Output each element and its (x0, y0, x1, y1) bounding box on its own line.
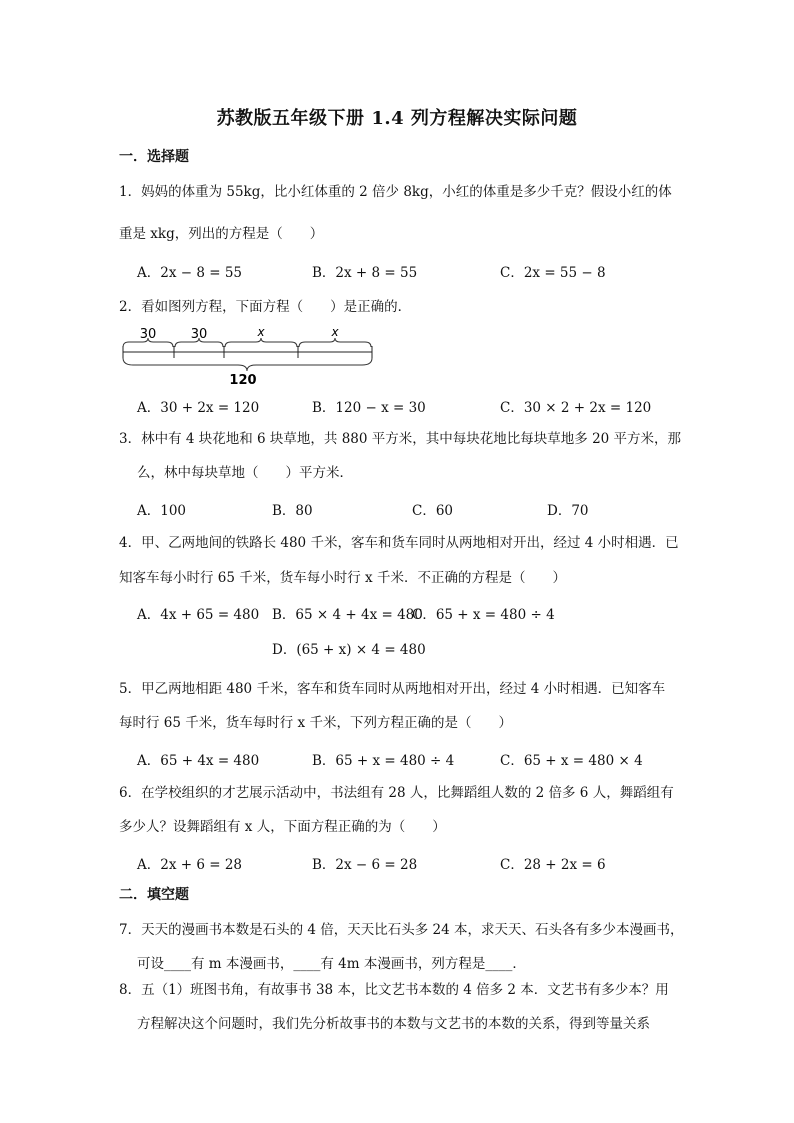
brace-total (123, 358, 372, 371)
question-5-option-c: C．65 + x = 480 × 4 (500, 753, 643, 769)
question-7-text-cont: 可设____有 m 本漫画书，____有 4m 本漫画书，列方程是____． (137, 956, 526, 972)
question-5-option-a: A．65 + 4x = 480 (137, 753, 260, 769)
question-6-text-cont: 多少人？设舞蹈组有 x 人，下面方程正确的为（ ） (119, 819, 446, 835)
question-7-text: 7．天天的漫画书本数是石头的 4 倍，天天比石头多 24 本，求天天、石头各有多少本漫画书， (119, 922, 684, 938)
question-8-text: 8．五（1）班图书角，有故事书 38 本，比文艺书本数的 4 倍多 2 本．文艺书有多少本？用 (119, 982, 669, 998)
question-3-option-a: A．100 (137, 503, 187, 519)
diagram-label-x-first: x (257, 325, 265, 339)
question-2-option-b: B．120 − x = 30 (312, 400, 426, 416)
question-5-option-b: B．65 + x = 480 ÷ 4 (312, 753, 455, 769)
question-4-text: 4．甲、乙两地间的铁路长 480 千米，客车和货车同时从两地相对开出，经过 4 小时相遇．已 (119, 535, 679, 551)
question-3-option-c: C．60 (412, 503, 454, 519)
question-4-option-a: A．4x + 65 = 480 (137, 607, 260, 623)
diagram-label-x-second: x (331, 325, 339, 339)
question-2-option-c: C．30 × 2 + 2x = 120 (500, 400, 652, 416)
question-2-text: 2．看如图列方程，下面方程（ ）是正确的． (119, 299, 412, 315)
question-1-option-c: C．2x = 55 − 8 (500, 265, 606, 281)
question-6-text: 6．在学校组织的才艺展示活动中，书法组有 28 人，比舞蹈组人数的 2 倍多 6 人，舞蹈组有 (119, 785, 674, 801)
diagram-label-total: 120 (229, 373, 257, 388)
question-4-option-c: C．65 + x = 480 ÷ 4 (412, 607, 555, 623)
question-6-option-a: A．2x + 6 = 28 (137, 857, 243, 873)
question-1-option-a: A．2x − 8 = 55 (137, 265, 243, 281)
question-3-option-b: B．80 (272, 503, 313, 519)
question-6-option-b: B．2x − 6 = 28 (312, 857, 418, 873)
question-3-text: 3．林中有 4 块花地和 6 块草地，共 880 平方米，其中每块花地比每块草地多 20 平方米，那 (119, 431, 682, 447)
question-3-option-d: D．70 (547, 503, 589, 519)
question-8-text-cont: 方程解决这个问题时，我们先分析故事书的本数与文艺书的本数的关系，得到等量关系 (137, 1016, 650, 1032)
question-6-option-c: C．28 + 2x = 6 (500, 857, 606, 873)
question-4-option-d: D．(65 + x) × 4 = 480 (272, 642, 426, 658)
question-2-option-a: A．30 + 2x = 120 (137, 400, 260, 416)
question-3-text-cont: 么，林中每块草地（ ）平方米． (137, 465, 353, 481)
question-1-option-b: B．2x + 8 = 55 (312, 265, 418, 281)
question-1-text-cont: 重是 xkg，列出的方程是（ ） (119, 226, 324, 242)
brace-30-first (123, 338, 173, 347)
diagram-label-30-second: 30 (190, 327, 208, 342)
question-5-text-cont: 每时行 65 千米，货车每时行 x 千米，下列方程正确的是（ ） (119, 715, 512, 731)
section-heading-choice: 一．选择题 (119, 149, 189, 165)
question-4-option-b: B．65 × 4 + 4x = 480 (272, 607, 423, 623)
section-heading-fill: 二．填空题 (119, 887, 189, 903)
segment-diagram (115, 322, 385, 390)
question-5-text: 5．甲乙两地相距 480 千米，客车和货车同时从两地相对开出，经过 4 小时相遇．已知客车 (119, 681, 666, 697)
brace-30-second (175, 338, 223, 347)
diagram-label-30-first: 30 (139, 327, 157, 342)
brace-x-first (225, 338, 297, 347)
question-1-text: 1．妈妈的体重为 55kg，比小红体重的 2 倍少 8kg，小红的体重是多少千克？假设小红的体 (119, 184, 672, 200)
page-title: 苏教版五年级下册 1.4 列方程解决实际问题 (216, 108, 578, 129)
question-4-text-cont: 知客车每小时行 65 千米，货车每小时行 x 千米．不正确的方程是（ ） (119, 570, 566, 586)
brace-x-second (299, 338, 371, 347)
